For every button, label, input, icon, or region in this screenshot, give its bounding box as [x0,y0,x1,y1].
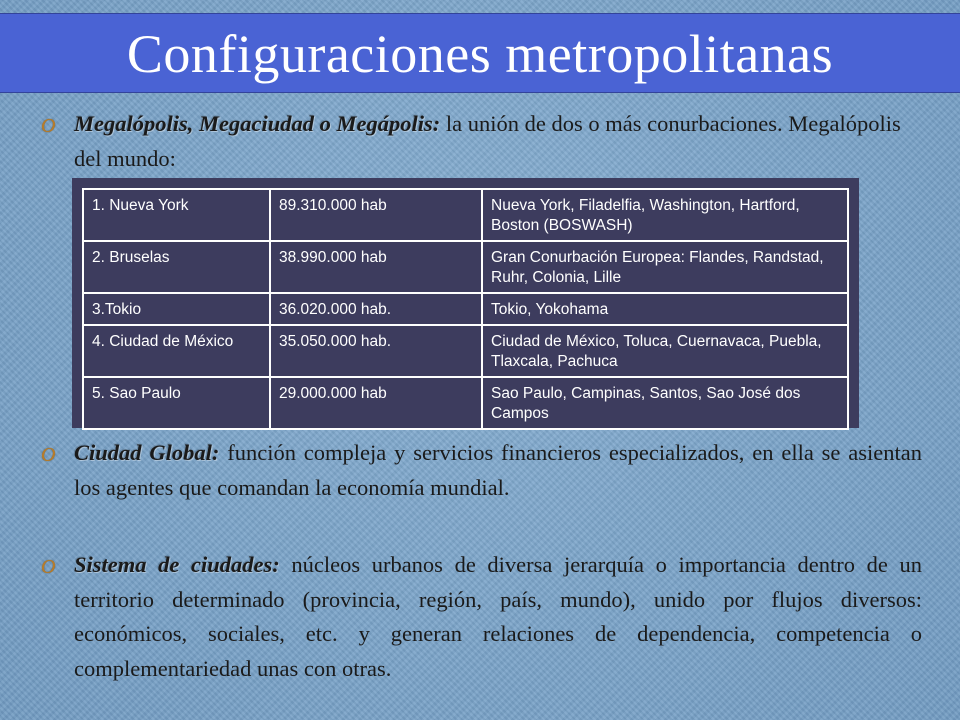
bullet-term: Sistema de ciudades: [74,552,280,577]
table-row [83,325,848,377]
table-cell-area: Nueva York, Filadelfia, Washington, Hartford, Boston (BOSWASH) [482,189,848,241]
table-cell-area: Sao Paulo, Campinas, Santos, Sao José dos Campos [482,377,848,429]
slide-title: Configuraciones metropolitanas [126,24,834,84]
table-cell-area: Gran Conurbación Europea: Flandes, Randstad, Ruhr, Colonia, Lille [482,241,848,293]
bullet-text: núcleos urbanos de diversa jerarquía o importancia dentro de un territorio determinado (provincia, región, país, mundo), unido por flujos diversos: económicos, sociales, etc. y generan relaciones de dependencia, competencia o complementariedad unas con otras. [74,552,922,681]
bullet-ciudad-global [42,436,922,505]
bullet-sistema-ciudades [42,548,922,686]
table-cell-city: 1. Nueva York [83,189,270,241]
bullet-text: la unión de dos o más conurbaciones. Megalópolis del mundo: [74,111,901,171]
table-row [83,377,848,429]
table-cell-city: 4. Ciudad de México [83,325,270,377]
title-bar [0,13,960,93]
table-cell-population: 36.020.000 hab. [270,293,482,325]
table-cell-city: 2. Bruselas [83,241,270,293]
table-cell-city: 5. Sao Paulo [83,377,270,429]
megalopolis-table [72,178,859,428]
bullet-marker: O [41,444,56,466]
table-cell-population: 38.990.000 hab [270,241,482,293]
bullet-marker: O [41,115,56,137]
table-row [83,293,848,325]
bullet-marker: O [41,556,56,578]
bullet-megalopolis [42,107,922,176]
table-row [83,189,848,241]
bullet-term: Ciudad Global: [74,440,220,465]
table-cell-population: 89.310.000 hab [270,189,482,241]
bullet-term: Megalópolis, Megaciudad o Megápolis: [74,111,441,136]
table-cell-population: 29.000.000 hab [270,377,482,429]
table-cell-city: 3.Tokio [83,293,270,325]
table-row [83,241,848,293]
table-cell-population: 35.050.000 hab. [270,325,482,377]
bullet-text: función compleja y servicios financieros especializados, en ella se asientan los agentes que comandan la economía mundial. [74,440,922,500]
table-cell-area: Tokio, Yokohama [482,293,848,325]
table-cell-area: Ciudad de México, Toluca, Cuernavaca, Puebla, Tlaxcala, Pachuca [482,325,848,377]
